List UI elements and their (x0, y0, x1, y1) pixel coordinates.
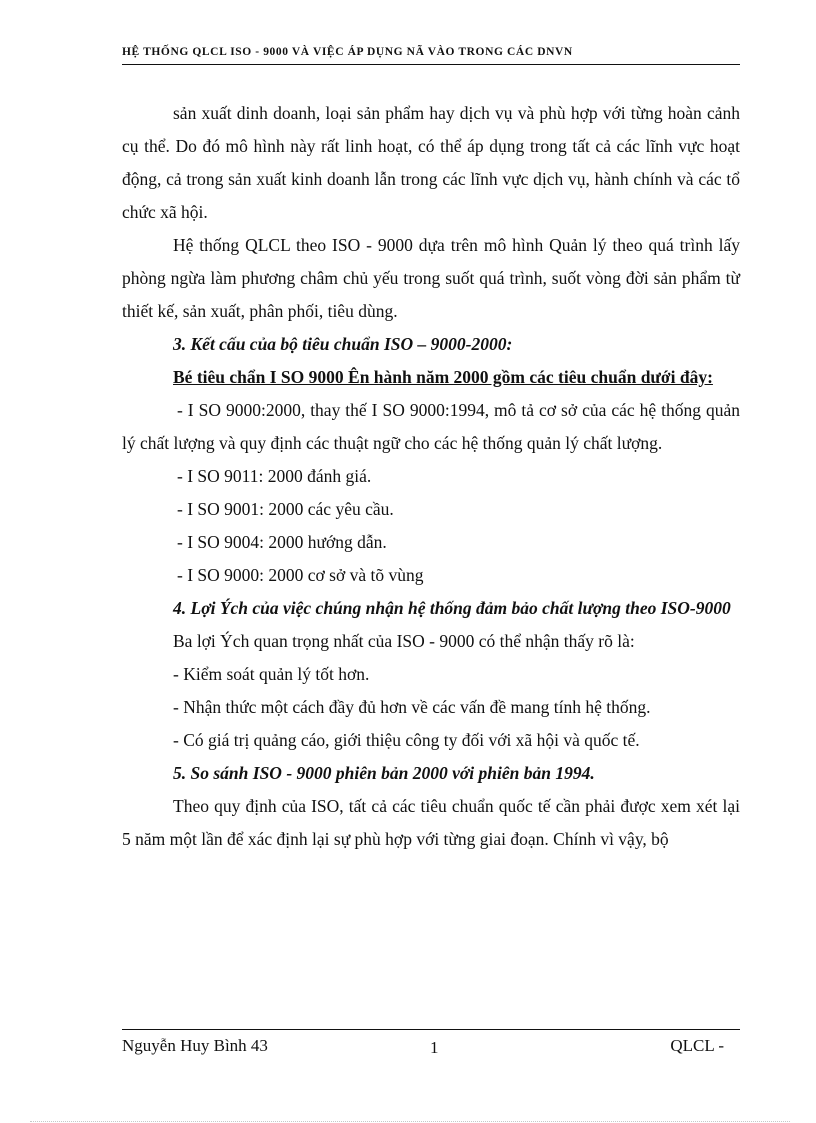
standard-item-4: - I SO 9004: 2000 hướng dẫn. (177, 532, 387, 552)
standard-item-2: - I SO 9011: 2000 đánh giá. (177, 466, 372, 486)
footer-author: Nguyễn Huy Bình 43 (122, 1036, 268, 1055)
footer-divider (122, 1029, 740, 1030)
paragraph-benefits-intro: Ba lợi Ých quan trọng nhất của ISO - 9000 có thể nhận thấy rõ là: (173, 631, 635, 651)
standard-item-3: - I SO 9001: 2000 các yêu cầu. (177, 499, 394, 519)
section-5-heading: 5. So sánh ISO - 9000 phiên bản 2000 với phiên bản 1994. (173, 763, 595, 783)
paragraph-5: Theo quy định của ISO, tất cả các tiêu chuẩn quốc tế cần phải được xem xét lại 5 năm một lần để xác định lại sự phù hợp với từng giai đoạn. Chính vì vậy, bộ (122, 796, 740, 849)
benefit-item-2: - Nhận thức một cách đầy đủ hơn về các vấn đề mang tính hệ thống. (173, 697, 651, 717)
running-header: HỆ THỐNG QLCL ISO - 9000 VÀ VIỆC ÁP DỤNG NÃ VÀO TRONG CÁC DNVN (122, 46, 573, 58)
standard-item-5: - I SO 9000: 2000 cơ sở và tõ vùng (177, 565, 424, 585)
paragraph-2: Hệ thống QLCL theo ISO - 9000 dựa trên mô hình Quản lý theo quá trình lấy phòng ngừa làm phương châm chủ yếu trong suốt quá trình, suốt vòng đời sản phẩm từ thiết kế, sản xuất, phân phối, tiêu dùng. (122, 235, 740, 321)
section-3-heading: 3. Kết cấu của bộ tiêu chuẩn ISO – 9000-2000: (173, 334, 513, 354)
benefit-item-3: - Có giá trị quảng cáo, giới thiệu công ty đối với xã hội và quốc tế. (173, 730, 640, 750)
benefit-item-1: - Kiểm soát quản lý tốt hơn. (173, 664, 370, 684)
document-body (122, 97, 740, 856)
footer-course: QLCL - (670, 1036, 724, 1055)
section-3-subheading: Bé tiêu chẩn I SO 9000 Ên hành năm 2000 gồm các tiêu chuẩn dưới đây: (173, 367, 713, 387)
header-divider (122, 64, 740, 65)
standard-item-1: - I SO 9000:2000, thay thế I SO 9000:1994, mô tả cơ sở của các hệ thống quản lý chất lượng và quy định các thuật ngữ cho các hệ thống quản lý chất lượng. (122, 400, 740, 453)
section-4-heading: 4. Lợi Ých của việc chúng nhận hệ thống đảm bảo chất lượng theo ISO-9000 (173, 598, 731, 618)
page-number: 1 (430, 1038, 439, 1057)
page-edge-marker (30, 1121, 790, 1122)
paragraph-1: sản xuất dinh doanh, loại sản phẩm hay dịch vụ và phù hợp với từng hoàn cảnh cụ thể. Do đó mô hình này rất linh hoạt, có thể áp dụng trong tất cả các lĩnh vực hoạt động, cả trong sản xuất kinh doanh lẫn trong các lĩnh vực dịch vụ, hành chính và các tổ chức xã hội. (122, 103, 740, 222)
